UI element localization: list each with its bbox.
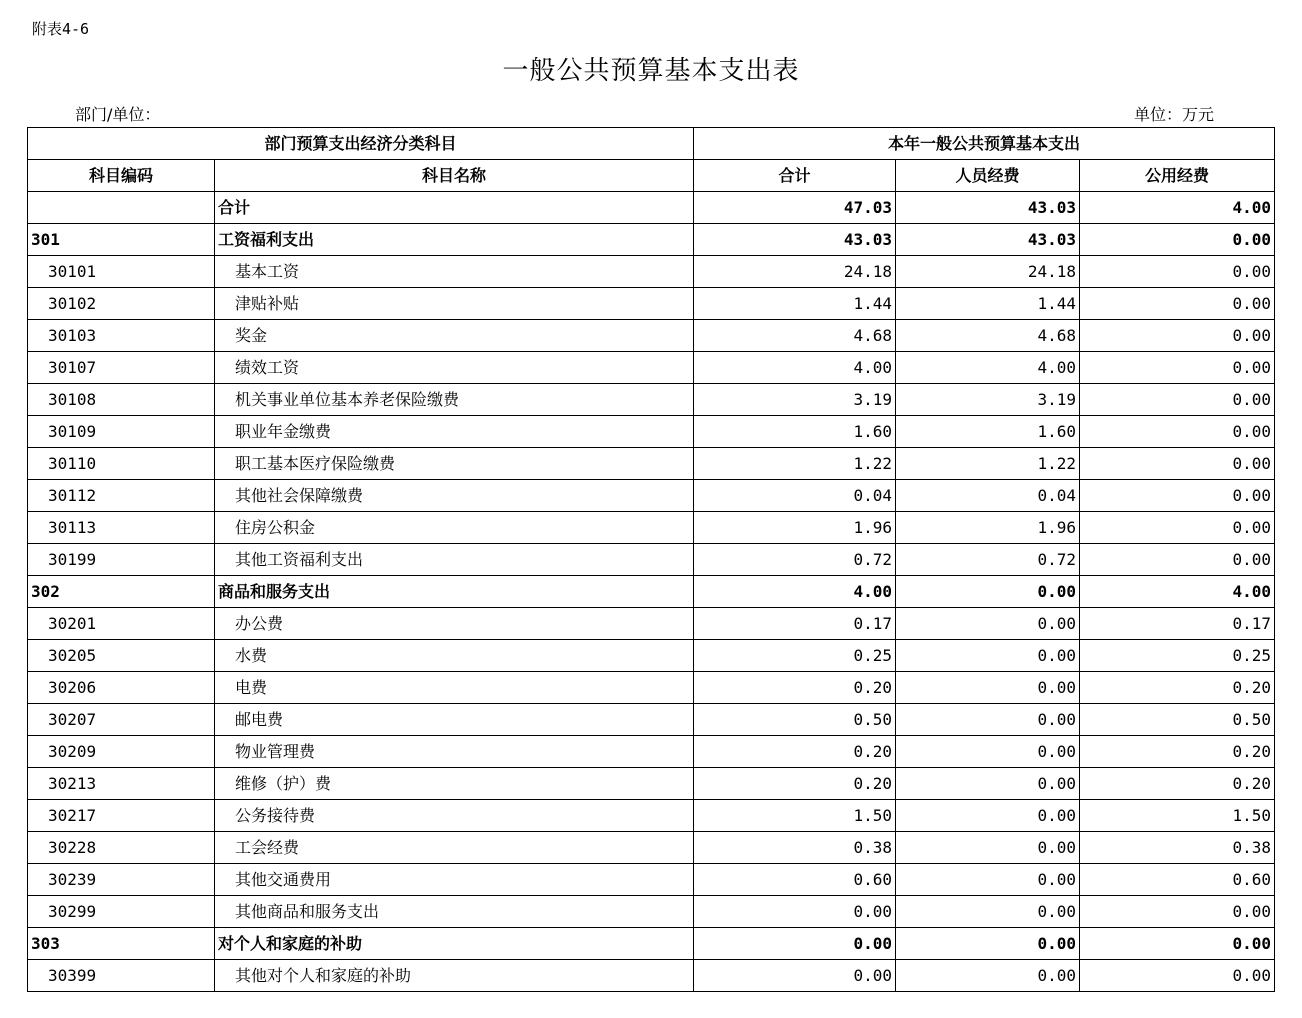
cell-code: 30201 [28, 608, 215, 640]
cell-personnel: 0.00 [896, 736, 1080, 768]
cell-name: 电费 [215, 672, 694, 704]
cell-code: 30228 [28, 832, 215, 864]
cell-code: 30112 [28, 480, 215, 512]
group-header-category: 部门预算支出经济分类科目 [28, 128, 694, 160]
cell-total: 0.17 [694, 608, 896, 640]
cell-name: 其他商品和服务支出 [215, 896, 694, 928]
cell-code [28, 192, 215, 224]
cell-personnel: 0.00 [896, 608, 1080, 640]
table-row [28, 832, 1275, 864]
cell-public: 4.00 [1080, 192, 1275, 224]
department-label: 部门/单位： [75, 105, 161, 124]
table-row [28, 672, 1275, 704]
page-title: 一般公共预算基本支出表 [502, 56, 800, 86]
cell-personnel: 0.00 [896, 832, 1080, 864]
cell-public: 0.00 [1080, 448, 1275, 480]
cell-total: 0.00 [694, 960, 896, 992]
cell-name: 水费 [215, 640, 694, 672]
cell-total: 4.00 [694, 352, 896, 384]
cell-code: 30108 [28, 384, 215, 416]
cell-total: 24.18 [694, 256, 896, 288]
cell-public: 0.20 [1080, 672, 1275, 704]
cell-public: 0.00 [1080, 544, 1275, 576]
cell-personnel: 0.00 [896, 864, 1080, 896]
table-row [28, 256, 1275, 288]
cell-code: 301 [28, 224, 215, 256]
table-row [28, 192, 1275, 224]
cell-total: 0.25 [694, 640, 896, 672]
table-row [28, 224, 1275, 256]
cell-total: 0.20 [694, 736, 896, 768]
cell-total: 0.20 [694, 672, 896, 704]
cell-name: 职业年金缴费 [215, 416, 694, 448]
cell-public: 0.25 [1080, 640, 1275, 672]
cell-personnel: 1.60 [896, 416, 1080, 448]
cell-total: 0.04 [694, 480, 896, 512]
cell-public: 0.20 [1080, 768, 1275, 800]
cell-name: 其他对个人和家庭的补助 [215, 960, 694, 992]
cell-total: 4.68 [694, 320, 896, 352]
cell-total: 0.60 [694, 864, 896, 896]
cell-code: 30102 [28, 288, 215, 320]
cell-code: 30299 [28, 896, 215, 928]
cell-code: 303 [28, 928, 215, 960]
cell-name: 对个人和家庭的补助 [215, 928, 694, 960]
cell-code: 30113 [28, 512, 215, 544]
cell-total: 47.03 [694, 192, 896, 224]
cell-name: 津贴补贴 [215, 288, 694, 320]
table-row [28, 896, 1275, 928]
cell-code: 30206 [28, 672, 215, 704]
cell-personnel: 0.00 [896, 896, 1080, 928]
cell-total: 1.44 [694, 288, 896, 320]
cell-code: 30217 [28, 800, 215, 832]
cell-name: 住房公积金 [215, 512, 694, 544]
cell-public: 0.00 [1080, 512, 1275, 544]
table-row [28, 448, 1275, 480]
cell-public: 0.00 [1080, 896, 1275, 928]
cell-public: 0.00 [1080, 288, 1275, 320]
cell-personnel: 0.72 [896, 544, 1080, 576]
col-header-public: 公用经费 [1080, 160, 1275, 192]
cell-code: 30109 [28, 416, 215, 448]
cell-public: 0.38 [1080, 832, 1275, 864]
cell-total: 4.00 [694, 576, 896, 608]
group-header-expenditure: 本年一般公共预算基本支出 [694, 128, 1275, 160]
cell-personnel: 1.96 [896, 512, 1080, 544]
cell-public: 0.00 [1080, 480, 1275, 512]
cell-name: 奖金 [215, 320, 694, 352]
col-header-name: 科目名称 [215, 160, 694, 192]
cell-personnel: 4.68 [896, 320, 1080, 352]
cell-name: 维修（护）费 [215, 768, 694, 800]
cell-public: 0.00 [1080, 384, 1275, 416]
table-row [28, 800, 1275, 832]
cell-code: 30205 [28, 640, 215, 672]
table-row [28, 512, 1275, 544]
cell-name: 其他工资福利支出 [215, 544, 694, 576]
budget-table [27, 127, 1275, 992]
table-body [28, 192, 1275, 992]
cell-total: 0.38 [694, 832, 896, 864]
cell-public: 0.00 [1080, 960, 1275, 992]
cell-personnel: 0.04 [896, 480, 1080, 512]
cell-name: 工会经费 [215, 832, 694, 864]
table-row [28, 288, 1275, 320]
cell-name: 基本工资 [215, 256, 694, 288]
table-row [28, 352, 1275, 384]
cell-personnel: 0.00 [896, 576, 1080, 608]
cell-personnel: 0.00 [896, 768, 1080, 800]
cell-personnel: 0.00 [896, 960, 1080, 992]
cell-code: 30110 [28, 448, 215, 480]
cell-public: 0.00 [1080, 224, 1275, 256]
cell-name: 公务接待费 [215, 800, 694, 832]
table-row [28, 640, 1275, 672]
cell-total: 1.22 [694, 448, 896, 480]
table-row [28, 704, 1275, 736]
cell-personnel: 1.22 [896, 448, 1080, 480]
table-row [28, 576, 1275, 608]
cell-code: 30213 [28, 768, 215, 800]
cell-public: 0.00 [1080, 256, 1275, 288]
annex-label: 附表4-6 [32, 20, 90, 38]
col-header-code: 科目编码 [28, 160, 215, 192]
cell-code: 30199 [28, 544, 215, 576]
cell-name: 商品和服务支出 [215, 576, 694, 608]
col-header-personnel: 人员经费 [896, 160, 1080, 192]
table-row [28, 320, 1275, 352]
cell-code: 30207 [28, 704, 215, 736]
cell-total: 0.00 [694, 928, 896, 960]
cell-total: 1.96 [694, 512, 896, 544]
cell-personnel: 4.00 [896, 352, 1080, 384]
table-row [28, 736, 1275, 768]
cell-personnel: 0.00 [896, 672, 1080, 704]
cell-code: 30101 [28, 256, 215, 288]
cell-total: 0.50 [694, 704, 896, 736]
cell-public: 0.00 [1080, 416, 1275, 448]
cell-public: 0.50 [1080, 704, 1275, 736]
cell-public: 1.50 [1080, 800, 1275, 832]
cell-personnel: 0.00 [896, 704, 1080, 736]
cell-name: 其他社会保障缴费 [215, 480, 694, 512]
cell-public: 0.00 [1080, 352, 1275, 384]
cell-total: 0.00 [694, 896, 896, 928]
cell-public: 0.00 [1080, 320, 1275, 352]
table-row [28, 416, 1275, 448]
cell-total: 1.60 [694, 416, 896, 448]
cell-public: 0.00 [1080, 928, 1275, 960]
cell-total: 0.72 [694, 544, 896, 576]
cell-personnel: 43.03 [896, 224, 1080, 256]
cell-name: 物业管理费 [215, 736, 694, 768]
cell-public: 4.00 [1080, 576, 1275, 608]
cell-name: 工资福利支出 [215, 224, 694, 256]
column-header-row [28, 160, 1275, 192]
cell-code: 30103 [28, 320, 215, 352]
cell-name: 职工基本医疗保险缴费 [215, 448, 694, 480]
cell-total: 3.19 [694, 384, 896, 416]
cell-code: 30239 [28, 864, 215, 896]
cell-personnel: 0.00 [896, 640, 1080, 672]
cell-personnel: 3.19 [896, 384, 1080, 416]
cell-total: 1.50 [694, 800, 896, 832]
cell-public: 0.60 [1080, 864, 1275, 896]
cell-personnel: 0.00 [896, 800, 1080, 832]
cell-name: 其他交通费用 [215, 864, 694, 896]
cell-public: 0.17 [1080, 608, 1275, 640]
table-row [28, 608, 1275, 640]
cell-name: 机关事业单位基本养老保险缴费 [215, 384, 694, 416]
cell-personnel: 1.44 [896, 288, 1080, 320]
cell-code: 30209 [28, 736, 215, 768]
col-header-total: 合计 [694, 160, 896, 192]
cell-name: 办公费 [215, 608, 694, 640]
cell-total: 0.20 [694, 768, 896, 800]
cell-total: 43.03 [694, 224, 896, 256]
cell-name: 绩效工资 [215, 352, 694, 384]
cell-personnel: 24.18 [896, 256, 1080, 288]
cell-name: 合计 [215, 192, 694, 224]
table-row [28, 864, 1275, 896]
table-row [28, 480, 1275, 512]
table-row [28, 768, 1275, 800]
cell-name: 邮电费 [215, 704, 694, 736]
table-row [28, 544, 1275, 576]
cell-code: 302 [28, 576, 215, 608]
table-row [28, 960, 1275, 992]
cell-public: 0.20 [1080, 736, 1275, 768]
cell-personnel: 43.03 [896, 192, 1080, 224]
cell-personnel: 0.00 [896, 928, 1080, 960]
group-header-row [28, 128, 1275, 160]
table-row [28, 928, 1275, 960]
unit-label: 单位：万元 [1134, 105, 1215, 124]
table-row [28, 384, 1275, 416]
cell-code: 30107 [28, 352, 215, 384]
cell-code: 30399 [28, 960, 215, 992]
